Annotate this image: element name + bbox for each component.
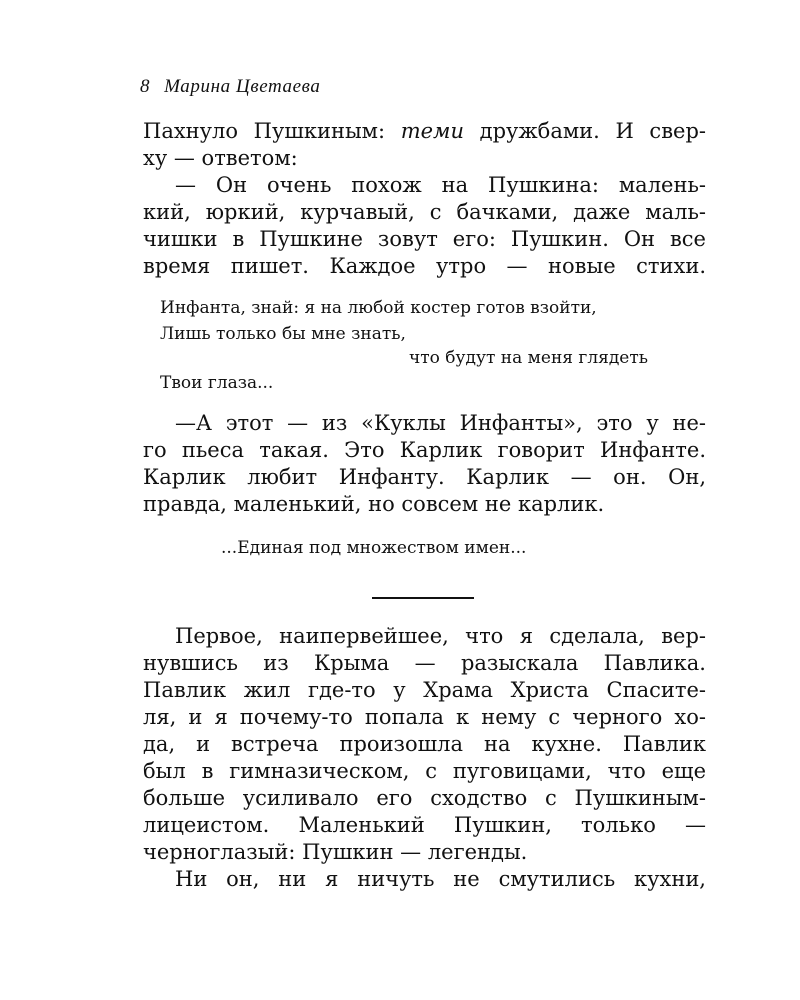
author-name: Марина Цветаева [164, 76, 321, 97]
text-line: го пьеса такая. Это Карлик говорит Инфанте. [143, 438, 706, 462]
text-line: ху — ответом: [143, 146, 298, 170]
text-line: Павлик жил где-то у Храма Христа Спасите- [143, 678, 706, 702]
text-line: был в гимназическом, с пуговицами, что еще [143, 759, 706, 783]
epigraph: ...Единая под множеством имен... [221, 538, 527, 558]
text-line: лицеистом. Маленький Пушкин, только — [143, 813, 706, 837]
text-line: ля, и я почему-то попала к нему с черного хо- [143, 705, 706, 729]
text-line: Ни он, ни я ничуть не смутились кухни, [175, 867, 706, 891]
text-line: черноглазый: Пушкин — легенды. [143, 840, 528, 864]
text-line: нувшись из Крыма — разыскала Павлика. [143, 651, 706, 675]
running-header [140, 76, 321, 98]
verse-line: что будут на меня глядеть [409, 348, 649, 368]
text-line: Карлик любит Инфанту. Карлик — он. Он, [143, 465, 706, 489]
text-line: —А этот — из «Куклы Инфанты», это у не- [175, 411, 706, 435]
verse-line: Лишь только бы мне знать, [160, 324, 406, 344]
text-line: кий, юркий, курчавый, с бачками, даже маль- [143, 200, 706, 224]
text-line: чишки в Пушкине зовут его: Пушкин. Он все [143, 227, 706, 251]
text-line: Пахнуло Пушкиным: теми дружбами. И свер- [143, 119, 706, 143]
text-line: время пишет. Каждое утро — новые стихи. [143, 254, 706, 278]
section-divider [372, 597, 474, 599]
verse-line: Инфанта, знай: я на любой костер готов взойти, [160, 298, 597, 318]
italic-emphasis: теми [400, 119, 464, 143]
text-line: больше усиливало его сходство с Пушкиным- [143, 786, 706, 810]
text-line: правда, маленький, но совсем не карлик. [143, 492, 605, 516]
page-number: 8 [140, 76, 151, 97]
text-line: да, и встреча произошла на кухне. Павлик [143, 732, 706, 756]
text-line: Первое, наипервейшее, что я сделала, вер- [175, 624, 706, 648]
text-line: — Он очень похож на Пушкина: малень- [175, 173, 706, 197]
verse-line: Твои глаза... [160, 373, 274, 393]
